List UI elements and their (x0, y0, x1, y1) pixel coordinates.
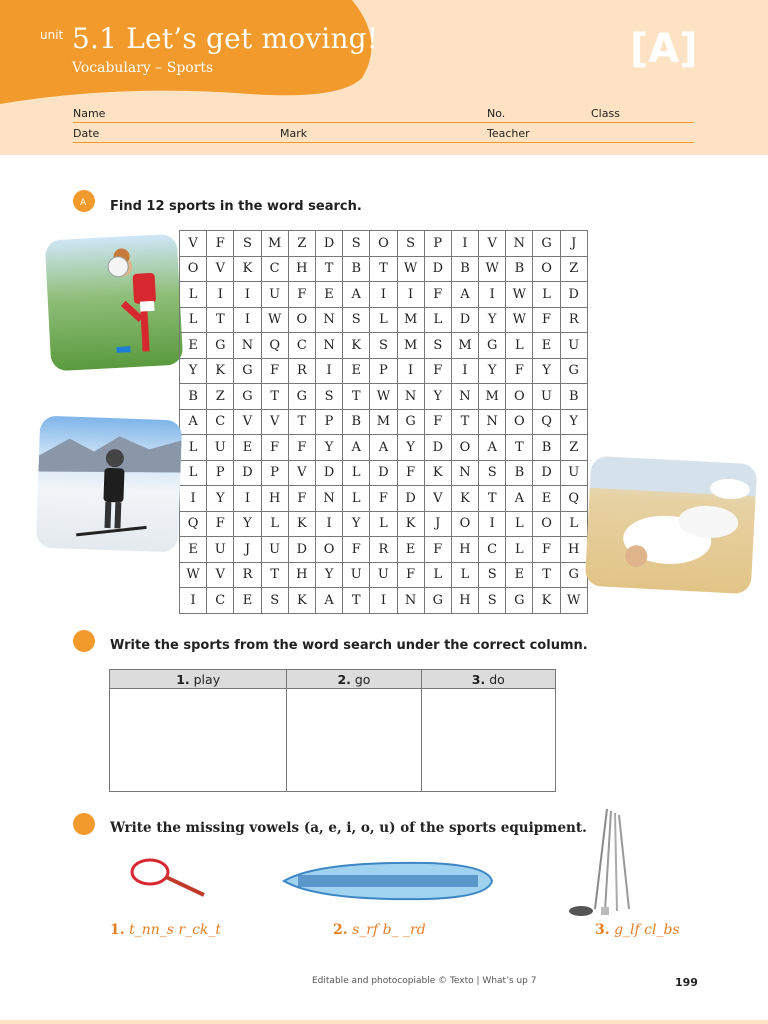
equipment-item-1: 1. t_nn_s r_ck_t (110, 922, 222, 938)
grid-cell[interactable]: Z (288, 231, 315, 257)
grid-cell[interactable]: T (533, 562, 560, 588)
grid-cell[interactable]: H (261, 486, 288, 512)
grid-cell[interactable]: B (560, 384, 587, 410)
grid-cell[interactable]: I (397, 358, 424, 384)
grid-cell[interactable]: I (234, 486, 261, 512)
grid-cell[interactable]: Y (479, 307, 506, 333)
grid-row (180, 537, 588, 563)
grid-cell[interactable]: W (180, 562, 207, 588)
grid-cell[interactable]: L (370, 307, 397, 333)
grid-cell[interactable]: L (424, 307, 451, 333)
grid-cell[interactable]: F (288, 282, 315, 308)
grid-cell[interactable]: Q (560, 486, 587, 512)
grid-row (180, 435, 588, 461)
grid-cell[interactable]: G (506, 588, 533, 614)
grid-cell[interactable]: G (288, 384, 315, 410)
exercise-a-letter: A (80, 198, 87, 208)
grid-cell[interactable]: H (288, 256, 315, 282)
grid-cell[interactable]: D (234, 460, 261, 486)
grid-cell[interactable]: N (397, 384, 424, 410)
grid-cell[interactable]: M (261, 231, 288, 257)
grid-cell[interactable]: N (451, 384, 478, 410)
grid-cell[interactable]: L (343, 460, 370, 486)
grid-cell[interactable]: O (451, 511, 478, 537)
grid-cell[interactable]: F (288, 486, 315, 512)
judo-photo (585, 456, 758, 595)
grid-cell[interactable]: S (479, 588, 506, 614)
grid-cell[interactable]: T (207, 307, 234, 333)
grid-cell[interactable]: E (180, 333, 207, 359)
grid-cell[interactable]: W (506, 282, 533, 308)
grid-cell[interactable]: D (370, 460, 397, 486)
grid-cell[interactable]: F (533, 307, 560, 333)
grid-cell[interactable]: Z (207, 384, 234, 410)
grid-cell[interactable]: D (315, 231, 342, 257)
grid-cell[interactable]: A (180, 409, 207, 435)
grid-row (180, 486, 588, 512)
grid-cell[interactable]: I (180, 486, 207, 512)
grid-cell[interactable]: H (451, 537, 478, 563)
grid-cell[interactable]: F (397, 460, 424, 486)
grid-cell[interactable]: Y (479, 358, 506, 384)
grid-cell[interactable]: U (207, 537, 234, 563)
grid-cell[interactable]: K (288, 588, 315, 614)
grid-cell[interactable]: L (533, 282, 560, 308)
grid-cell[interactable]: K (288, 511, 315, 537)
grid-cell[interactable]: I (370, 282, 397, 308)
grid-row (180, 460, 588, 486)
grid-cell[interactable]: C (288, 333, 315, 359)
grid-cell[interactable]: V (234, 409, 261, 435)
grid-cell[interactable]: L (180, 460, 207, 486)
skiing-photo (36, 416, 183, 553)
exercise-c-instruction: Write the missing vowels (a, e, i, o, u) of the sports equipment. (110, 820, 587, 836)
column-header-do: 3. do (421, 670, 555, 689)
grid-cell[interactable]: F (261, 435, 288, 461)
grid-cell[interactable]: E (180, 537, 207, 563)
grid-cell[interactable]: U (533, 384, 560, 410)
grid-row (180, 256, 588, 282)
grid-cell[interactable]: H (451, 588, 478, 614)
grid-cell[interactable]: G (234, 358, 261, 384)
grid-cell[interactable]: I (397, 282, 424, 308)
grid-cell[interactable]: K (397, 511, 424, 537)
grid-cell[interactable]: L (343, 486, 370, 512)
grid-cell[interactable]: N (234, 333, 261, 359)
grid-cell[interactable]: E (234, 435, 261, 461)
grid-cell[interactable]: G (560, 358, 587, 384)
grid-cell[interactable]: W (397, 256, 424, 282)
grid-cell[interactable]: G (234, 384, 261, 410)
grid-cell[interactable]: E (343, 358, 370, 384)
grid-cell[interactable]: G (533, 231, 560, 257)
column-header-play: 1. play (110, 670, 287, 689)
grid-cell[interactable]: V (424, 486, 451, 512)
grid-cell[interactable]: A (479, 435, 506, 461)
grid-cell[interactable]: U (370, 562, 397, 588)
sports-columns-table (109, 669, 556, 792)
column-header-go: 2. go (287, 670, 421, 689)
grid-cell[interactable]: I (234, 282, 261, 308)
grid-cell[interactable]: I (451, 358, 478, 384)
grid-cell[interactable]: G (207, 333, 234, 359)
grid-cell[interactable]: P (261, 460, 288, 486)
grid-cell[interactable]: B (180, 384, 207, 410)
grid-cell[interactable]: G (424, 588, 451, 614)
mark-label: Mark (280, 127, 308, 140)
grid-cell[interactable]: D (451, 307, 478, 333)
grid-cell[interactable]: M (370, 409, 397, 435)
grid-cell[interactable]: Y (207, 486, 234, 512)
grid-cell[interactable]: I (479, 282, 506, 308)
grid-cell[interactable]: L (506, 537, 533, 563)
grid-cell[interactable]: K (207, 358, 234, 384)
equipment-item-2: 2. s_rf b_ _rd (333, 922, 426, 938)
grid-cell[interactable]: S (424, 333, 451, 359)
grid-cell[interactable]: D (315, 460, 342, 486)
grid-cell[interactable]: F (261, 358, 288, 384)
teacher-label: Teacher (487, 127, 530, 140)
grid-cell[interactable]: A (370, 435, 397, 461)
grid-cell[interactable]: M (451, 333, 478, 359)
grid-cell[interactable]: D (560, 282, 587, 308)
grid-cell[interactable]: T (451, 409, 478, 435)
grid-cell[interactable]: T (506, 435, 533, 461)
grid-cell[interactable]: F (370, 486, 397, 512)
grid-cell[interactable]: S (370, 333, 397, 359)
grid-cell[interactable]: F (424, 537, 451, 563)
grid-cell[interactable]: A (451, 282, 478, 308)
grid-cell[interactable]: D (397, 486, 424, 512)
answer-cell-go[interactable] (287, 689, 421, 792)
grid-cell[interactable]: E (506, 562, 533, 588)
grid-cell[interactable]: Q (180, 511, 207, 537)
grid-row (180, 282, 588, 308)
date-label: Date (73, 127, 100, 140)
grid-cell[interactable]: L (370, 511, 397, 537)
grid-cell[interactable]: W (479, 256, 506, 282)
grid-cell[interactable]: L (451, 562, 478, 588)
grid-cell[interactable]: E (533, 486, 560, 512)
grid-cell[interactable]: W (370, 384, 397, 410)
grid-cell[interactable]: Y (397, 435, 424, 461)
grid-cell[interactable]: I (234, 307, 261, 333)
grid-cell[interactable]: N (397, 588, 424, 614)
grid-cell[interactable]: Q (533, 409, 560, 435)
grid-cell[interactable]: P (370, 358, 397, 384)
grid-cell[interactable]: H (288, 562, 315, 588)
grid-cell[interactable]: A (343, 282, 370, 308)
grid-cell[interactable]: N (479, 409, 506, 435)
grid-cell[interactable]: T (343, 588, 370, 614)
tennis-racket-image (130, 855, 210, 900)
grid-cell[interactable]: I (479, 511, 506, 537)
grid-cell[interactable]: O (451, 435, 478, 461)
grid-cell[interactable]: I (451, 231, 478, 257)
grid-cell[interactable]: T (261, 562, 288, 588)
grid-cell[interactable]: L (560, 511, 587, 537)
page-subtitle: Vocabulary – Sports (72, 60, 214, 76)
grid-cell[interactable]: C (207, 409, 234, 435)
grid-cell[interactable]: W (506, 307, 533, 333)
grid-cell[interactable]: J (424, 511, 451, 537)
grid-cell[interactable]: E (315, 282, 342, 308)
grid-cell[interactable]: D (288, 537, 315, 563)
grid-row (180, 358, 588, 384)
grid-cell[interactable]: L (180, 307, 207, 333)
grid-cell[interactable]: O (533, 511, 560, 537)
grid-cell[interactable]: V (288, 460, 315, 486)
grid-cell[interactable]: I (370, 588, 397, 614)
grid-cell[interactable]: S (479, 460, 506, 486)
grid-cell[interactable]: U (560, 333, 587, 359)
exercise-c-marker (73, 813, 95, 835)
grid-cell[interactable]: B (451, 256, 478, 282)
grid-cell[interactable]: P (207, 460, 234, 486)
surfboard-image (278, 855, 494, 907)
grid-cell[interactable]: S (234, 231, 261, 257)
grid-cell[interactable]: G (479, 333, 506, 359)
bottom-band (0, 1020, 768, 1024)
grid-cell[interactable]: F (343, 537, 370, 563)
grid-row (180, 511, 588, 537)
grid-cell[interactable]: Y (424, 384, 451, 410)
grid-cell[interactable]: J (560, 231, 587, 257)
grid-cell[interactable]: U (560, 460, 587, 486)
grid-cell[interactable]: T (343, 384, 370, 410)
grid-cell[interactable]: S (479, 562, 506, 588)
exercise-b-marker (73, 630, 95, 652)
grid-cell[interactable]: F (397, 562, 424, 588)
grid-cell[interactable]: E (234, 588, 261, 614)
grid-cell[interactable]: B (506, 256, 533, 282)
grid-cell[interactable]: P (315, 409, 342, 435)
grid-cell[interactable]: M (397, 333, 424, 359)
grid-cell[interactable]: I (207, 282, 234, 308)
grid-cell[interactable]: L (261, 511, 288, 537)
golf-clubs-image (565, 805, 645, 920)
grid-row (180, 562, 588, 588)
grid-cell[interactable]: S (315, 384, 342, 410)
grid-cell[interactable]: B (506, 460, 533, 486)
grid-cell[interactable]: Y (343, 511, 370, 537)
page-title: 5.1 Let’s get moving! (72, 22, 379, 55)
grid-cell[interactable]: B (343, 256, 370, 282)
grid-cell[interactable]: L (506, 511, 533, 537)
grid-cell[interactable]: O (288, 307, 315, 333)
grid-cell[interactable]: T (315, 256, 342, 282)
grid-cell[interactable]: G (560, 562, 587, 588)
grid-cell[interactable]: F (424, 409, 451, 435)
grid-cell[interactable]: C (207, 588, 234, 614)
grid-cell[interactable]: R (370, 537, 397, 563)
grid-row (180, 307, 588, 333)
grid-cell[interactable]: Y (560, 409, 587, 435)
grid-cell[interactable]: R (560, 307, 587, 333)
grid-cell[interactable]: W (560, 588, 587, 614)
grid-cell[interactable]: K (343, 333, 370, 359)
grid-cell[interactable]: T (370, 256, 397, 282)
grid-cell[interactable]: K (234, 256, 261, 282)
grid-cell[interactable]: V (207, 562, 234, 588)
grid-cell[interactable]: T (288, 409, 315, 435)
grid-cell[interactable]: U (261, 282, 288, 308)
grid-cell[interactable]: M (479, 384, 506, 410)
grid-cell[interactable]: E (533, 333, 560, 359)
footer-credit: Editable and photocopiable © Texto | What’s up 7 (312, 976, 537, 986)
grid-cell[interactable]: B (533, 435, 560, 461)
grid-cell[interactable]: S (261, 588, 288, 614)
grid-cell[interactable]: S (397, 231, 424, 257)
grid-cell[interactable]: O (180, 256, 207, 282)
grid-cell[interactable]: Q (261, 333, 288, 359)
answer-cell-do[interactable] (421, 689, 555, 792)
grid-row (180, 409, 588, 435)
grid-row (180, 333, 588, 359)
exercise-a-marker (73, 190, 95, 212)
grid-cell[interactable]: O (370, 231, 397, 257)
grid-cell[interactable]: R (234, 562, 261, 588)
grid-cell[interactable]: V (479, 231, 506, 257)
football-photo (45, 234, 184, 372)
grid-cell[interactable]: I (315, 358, 342, 384)
grid-cell[interactable]: T (261, 384, 288, 410)
grid-cell[interactable]: F (288, 435, 315, 461)
grid-cell[interactable]: Y (234, 511, 261, 537)
grid-cell[interactable]: D (533, 460, 560, 486)
grid-cell[interactable]: K (424, 460, 451, 486)
grid-cell[interactable]: I (315, 511, 342, 537)
grid-cell[interactable]: V (207, 256, 234, 282)
grid-cell[interactable]: U (261, 537, 288, 563)
grid-cell[interactable]: F (424, 358, 451, 384)
grid-cell[interactable]: S (343, 231, 370, 257)
grid-cell[interactable]: G (397, 409, 424, 435)
grid-cell[interactable]: O (506, 384, 533, 410)
grid-cell[interactable]: F (207, 511, 234, 537)
grid-cell[interactable]: F (506, 358, 533, 384)
grid-cell[interactable]: V (180, 231, 207, 257)
grid-cell[interactable]: O (533, 256, 560, 282)
unit-banner (0, 0, 380, 110)
grid-cell[interactable]: N (315, 333, 342, 359)
grid-cell[interactable]: K (451, 486, 478, 512)
grid-cell[interactable]: T (479, 486, 506, 512)
answer-cell-play[interactable] (110, 689, 287, 792)
grid-cell[interactable]: C (261, 256, 288, 282)
number-label: No. (487, 107, 506, 120)
grid-cell[interactable]: Y (180, 358, 207, 384)
grid-cell[interactable]: Y (533, 358, 560, 384)
grid-cell[interactable]: J (234, 537, 261, 563)
grid-cell[interactable]: F (424, 282, 451, 308)
grid-cell[interactable]: C (479, 537, 506, 563)
word-search-grid (179, 230, 588, 614)
grid-cell[interactable]: O (315, 537, 342, 563)
info-row-name (73, 104, 694, 123)
grid-cell[interactable]: F (533, 537, 560, 563)
grid-cell[interactable]: N (315, 307, 342, 333)
grid-cell[interactable]: M (397, 307, 424, 333)
grid-cell[interactable]: S (343, 307, 370, 333)
grid-row (180, 588, 588, 614)
grid-cell[interactable]: A (506, 486, 533, 512)
grid-row (180, 384, 588, 410)
equipment-item-3: 3. g_lf cl_bs (595, 922, 680, 938)
exercise-b-instruction: Write the sports from the word search under the correct column. (110, 638, 588, 653)
grid-cell[interactable]: H (560, 537, 587, 563)
grid-cell[interactable]: W (261, 307, 288, 333)
grid-cell[interactable]: K (533, 588, 560, 614)
level-badge: [A] (630, 26, 698, 72)
grid-cell[interactable]: Z (560, 256, 587, 282)
grid-cell[interactable]: N (315, 486, 342, 512)
grid-cell[interactable]: D (424, 256, 451, 282)
grid-cell[interactable]: O (506, 409, 533, 435)
grid-cell[interactable]: N (506, 231, 533, 257)
grid-cell[interactable]: Z (560, 435, 587, 461)
grid-cell[interactable]: A (315, 588, 342, 614)
grid-cell[interactable]: R (288, 358, 315, 384)
grid-cell[interactable]: Y (315, 435, 342, 461)
grid-cell[interactable]: D (424, 435, 451, 461)
grid-cell[interactable]: A (343, 435, 370, 461)
exercise-a-instruction: Find 12 sports in the word search. (110, 199, 362, 214)
grid-cell[interactable]: F (207, 231, 234, 257)
grid-cell[interactable]: V (261, 409, 288, 435)
unit-label: unit (40, 28, 64, 42)
grid-cell[interactable]: U (343, 562, 370, 588)
name-label: Name (73, 107, 106, 120)
grid-cell[interactable]: L (180, 435, 207, 461)
grid-cell[interactable]: B (343, 409, 370, 435)
grid-cell[interactable]: N (451, 460, 478, 486)
grid-cell[interactable]: U (207, 435, 234, 461)
grid-row (180, 231, 588, 257)
grid-cell[interactable]: Y (315, 562, 342, 588)
info-row-date (73, 124, 694, 143)
grid-cell[interactable]: P (424, 231, 451, 257)
grid-cell[interactable]: L (506, 333, 533, 359)
grid-cell[interactable]: I (180, 588, 207, 614)
grid-cell[interactable]: E (397, 537, 424, 563)
grid-cell[interactable]: L (424, 562, 451, 588)
grid-cell[interactable]: L (180, 282, 207, 308)
class-label: Class (591, 107, 620, 120)
page-number: 199 (675, 976, 698, 989)
